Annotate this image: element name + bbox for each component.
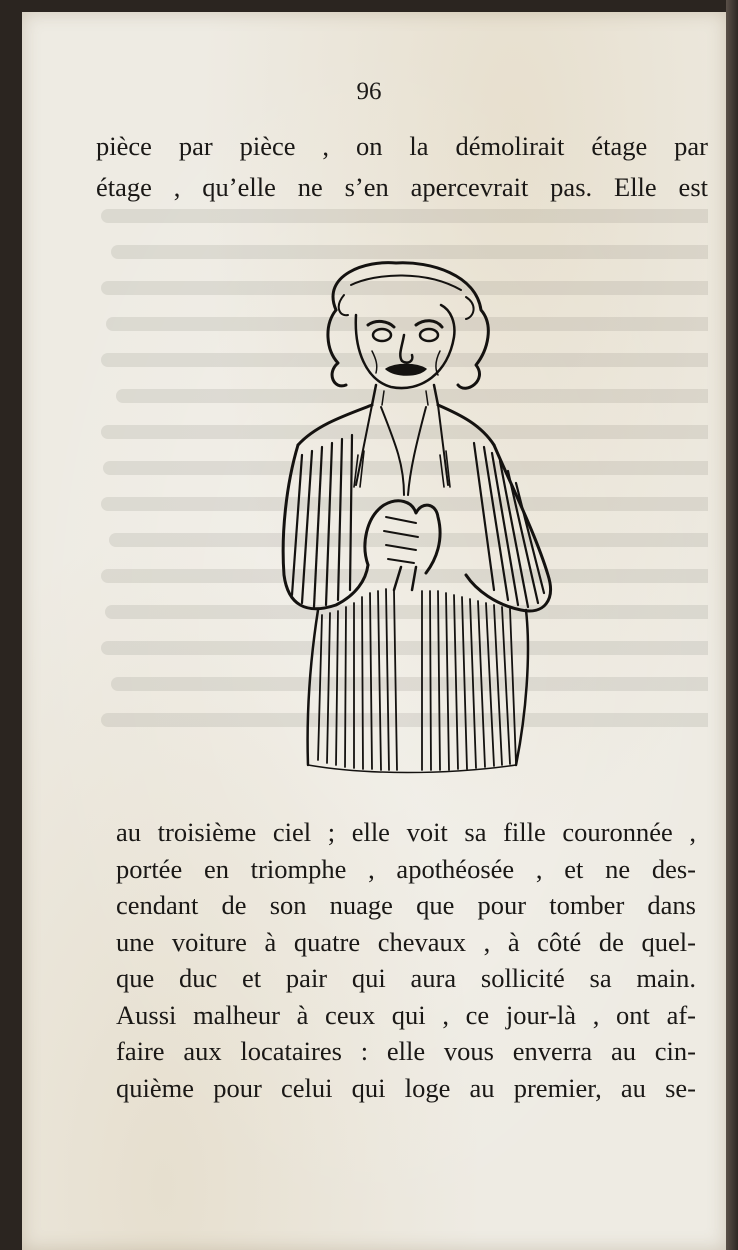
page-number: 96 (356, 78, 382, 105)
book-edge (726, 0, 738, 1250)
text-line: étage , qu’elle ne s’en apercevrait pas. Elle est (96, 172, 708, 202)
text-line: au troisième ciel ; elle voit sa fille couronnée , (116, 817, 696, 847)
text-bottom (116, 814, 696, 1106)
text-top (96, 126, 708, 208)
text-line: une voiture à quatre chevaux , à côté de quel- (116, 926, 696, 957)
text-line: faire aux locataires : elle vous enverra au cin- (116, 1036, 696, 1066)
text-line: pièce par pièce , on la démolirait étage par (96, 131, 708, 161)
text-line: quième pour celui qui loge au premier, au se- (116, 1072, 696, 1103)
text-line: Aussi malheur à ceux qui , ce jour-là , ont af- (116, 999, 696, 1030)
text-line: cendant de son nuage que pour tomber dans (116, 890, 696, 920)
text-line: portée en triomphe , apothéosée , et ne des- (116, 853, 696, 884)
text-line: que duc et pair qui aura sollicité sa main. (116, 963, 696, 993)
old-woman-illustration (226, 255, 566, 785)
